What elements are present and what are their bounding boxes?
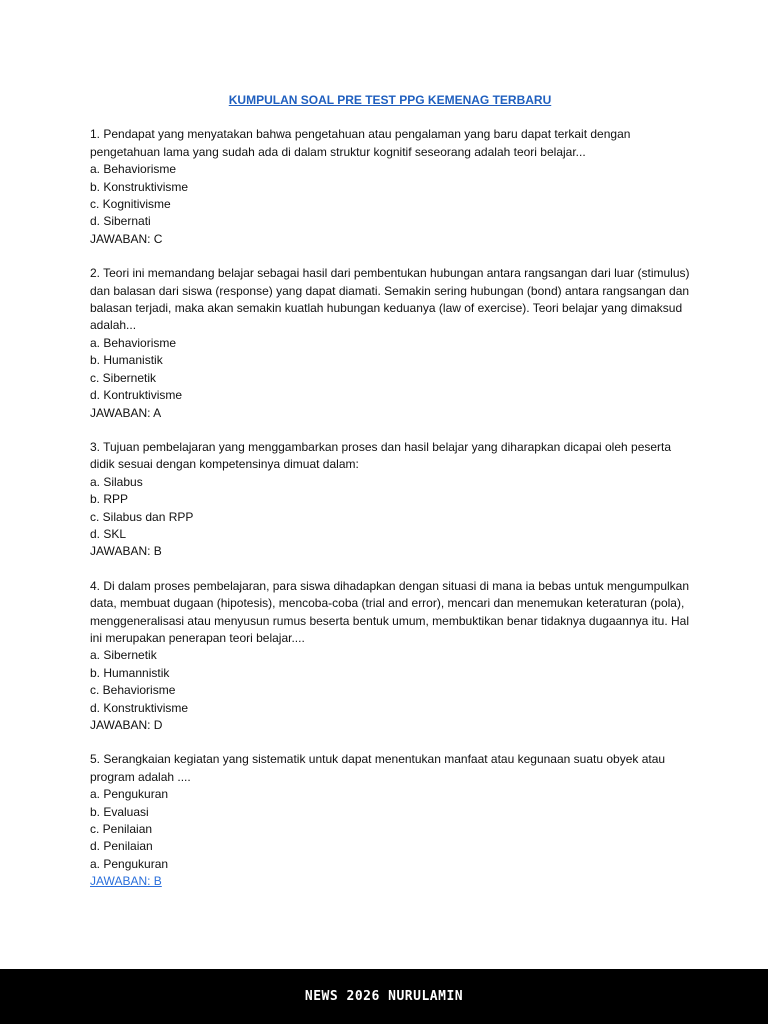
option-d: d. Penilaian [90, 839, 153, 854]
question-text: 5. Serangkaian kegiatan yang sistematik untuk dapat menentukan manfaat atau kegunaan suatu obyek atau program adalah .... [90, 752, 666, 784]
answer-key: JAWABAN: C [90, 231, 163, 246]
option-c: c. Silabus dan RPP [90, 509, 194, 524]
answer-key: JAWABAN: B [90, 544, 162, 559]
option-a: a. Pengukuran [90, 787, 169, 802]
answer-key: JAWABAN: D [90, 718, 163, 732]
question-text: 4. Di dalam proses pembelajaran, para siswa dihadapkan dengan situasi di mana ia bebas untuk mengumpulkan data, membuat dugaan (hipotesis), mencoba-coba (trial and error), mencari dan menemukan keteraturan (pola), menggeneralisasi atau menyusun rumus beserta bentuk umum, membuktikan benar tidaknya dugaannya itu. Hal ini merupakan penerapan teori belajar.... [90, 578, 690, 645]
option-a-repeat: a. Pengukuran [90, 856, 169, 871]
option-c: c. Sibernetik [90, 370, 157, 385]
question-3 [90, 439, 690, 561]
option-a: a. Behaviorisme [90, 335, 177, 350]
question-2 [90, 265, 690, 422]
document-body [90, 92, 690, 908]
option-d: d. Sibernati [90, 214, 151, 229]
question-1 [90, 126, 690, 248]
question-5 [90, 751, 690, 890]
answer-key-link[interactable]: JAWABAN: B [90, 874, 162, 889]
document-title: KUMPULAN SOAL PRE TEST PPG KEMENAG TERBARU [228, 93, 552, 107]
option-b: b. Konstruktivisme [90, 179, 189, 194]
footer-banner [0, 969, 768, 1024]
option-b: b. Evaluasi [90, 804, 149, 819]
option-c: c. Behaviorisme [90, 683, 176, 698]
option-b: b. Humanistik [90, 353, 163, 368]
option-c: c. Penilaian [90, 822, 153, 837]
option-b: b. RPP [90, 492, 129, 507]
option-d: d. SKL [90, 526, 127, 541]
option-d: d. Kontruktivisme [90, 388, 183, 403]
question-4 [90, 578, 690, 735]
option-d: d. Konstruktivisme [90, 700, 189, 715]
question-text: 2. Teori ini memandang belajar sebagai hasil dari pembentukan hubungan antara rangsangan dari luar (stimulus) dan balasan dari siswa (response) yang dapat diamati. Semakin sering hubungan (bond) antara rangsangan dan balasan terjadi, maka akan semakin kuatlah hubungan keduanya (law of exercise). Teori belajar yang dimaksud adalah... [90, 266, 690, 333]
footer-text: NEWS 2026 NURULAMIN [304, 989, 464, 1004]
option-a: a. Silabus [90, 474, 143, 489]
answer-key: JAWABAN: A [90, 405, 162, 420]
question-text: 1. Pendapat yang menyatakan bahwa pengetahuan atau pengalaman yang baru dapat terkait dengan pengetahuan lama yang sudah ada di dalam struktur kognitif seseorang adalah teori belajar... [90, 127, 631, 159]
option-a: a. Behaviorisme [90, 162, 177, 177]
option-a: a. Sibernetik [90, 648, 157, 663]
option-b: b. Humannistik [90, 665, 170, 680]
question-text: 3. Tujuan pembelajaran yang menggambarkan proses dan hasil belajar yang diharapkan dicapai oleh peserta didik sesuai dengan kompetensinya dimuat dalam: [90, 439, 672, 472]
option-c: c. Kognitivisme [90, 197, 171, 212]
